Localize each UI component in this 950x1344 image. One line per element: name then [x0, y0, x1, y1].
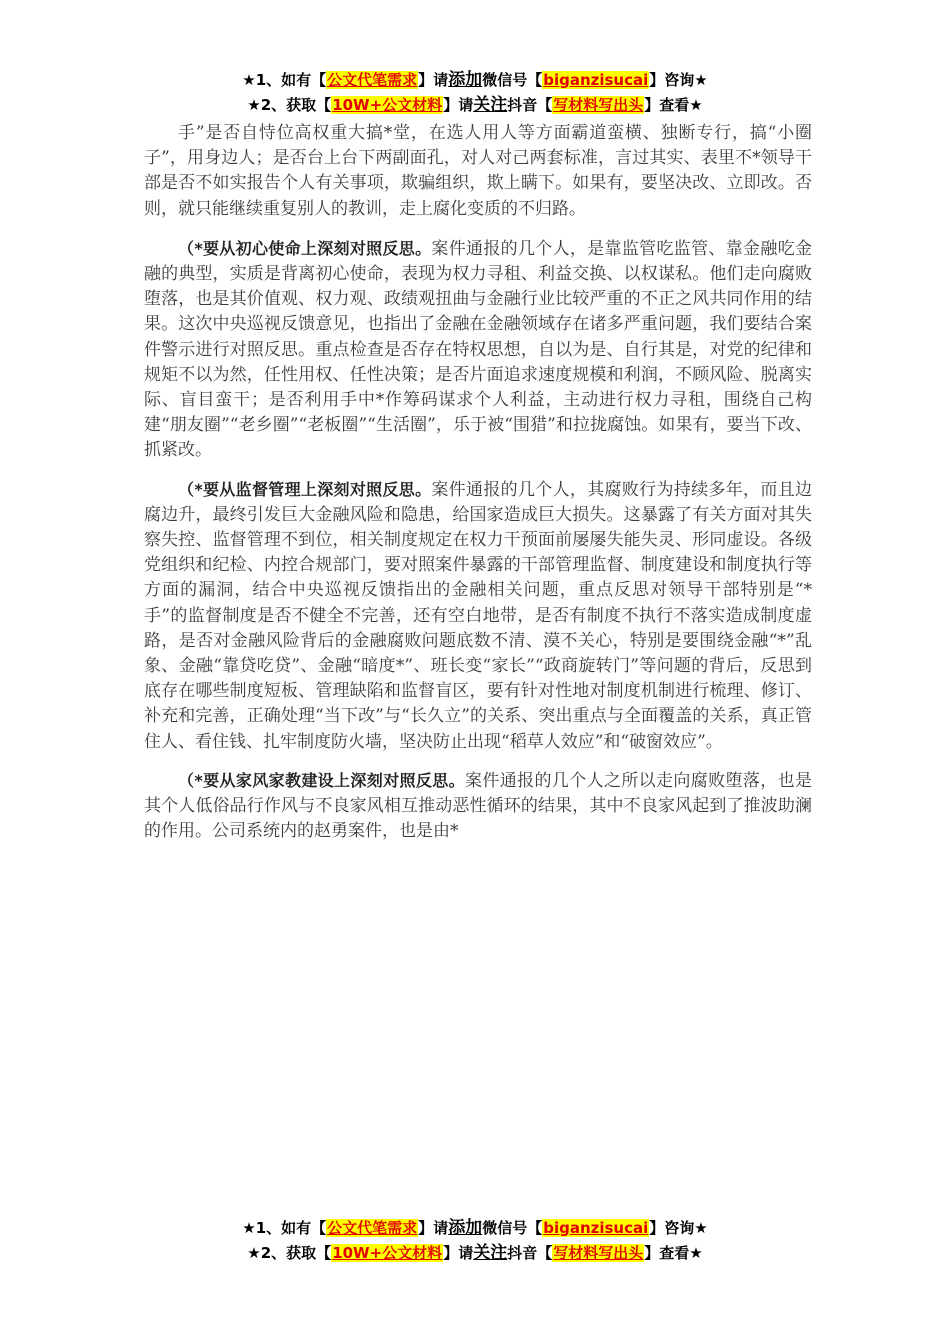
- banner-text: 】请: [443, 1244, 474, 1262]
- top-banner: [0, 68, 950, 118]
- highlight-wechat-id: biganzisucai: [543, 1219, 649, 1237]
- paragraph-text: 案件通报的几个人，其腐败行为持续多年，而且边腐边升，最终引发巨大金融风险和隐患，给国家造成巨大损失。这暴露了有关方面对其失察失控、监督管理不到位，相关制度规定在权力干预面前屡屡失能失灵、形同虚设。各级党组织和纪检、内控合规部门，要对照案件暴露的干部管理监督、制度建设和制度执行等方面的漏洞，结合中央巡视反馈指出的金融相关问题，重点反思对领导干部特别是“*手”的监督制度是否不健全不完善，还有空白地带，是否有制度不执行不落实造成制度虚路，是否对金融风险背后的金融腐败问题底数不清、漠不关心，特别是要围绕金融“*”乱象、金融“靠贷吃贷”、金融“暗度*”、班长变“家长”“政商旋转门”等问题的背后，反思到底存在哪些制度短板、管理缺陷和监督盲区，要有针对性地对制度机制进行梳理、修订、补充和完善，正确处理“当下改”与“长久立”的关系、突出重点与全面覆盖的关系，真正管住人、看住钱、扎牢制度防火墙，坚决防止出现“稻草人效应”和“破窗效应”。: [144, 479, 813, 752]
- banner-text: 】查看★: [644, 96, 703, 114]
- paragraph-text: 手”是否自恃位高权重大搞*堂，在选人用人等方面霸道蛮横、独断专行，搞“小圈子”，用身边人；是否台上台下两副面孔，对人对己两套标准，言过其实、表里不*领导干部是否不如实报告个人有关事项，欺骗组织，欺上瞒下。如果有，要坚决改、立即改。否则，就只能继续重复别人的教训，走上腐化变质的不归路。: [144, 123, 812, 219]
- emphasis-word: 添加: [448, 70, 483, 90]
- highlight-wechat-id: biganzisucai: [543, 71, 649, 89]
- highlight-service: 公文代笔需求: [327, 1219, 418, 1237]
- emphasis-word: 关注: [473, 95, 508, 115]
- highlight-douyin: 写材料写出头: [553, 1244, 644, 1262]
- paragraph-text: 案件通报的几个人，是靠监管吃监管、靠金融吃金融的典型，实质是背离初心使命，表现为权力寻租、利益交换、以权谋私。他们走向腐败堕落，也是其价值观、权力观、政绩观扭曲与金融行业比较严重的不正之风共同作用的结果。这次中央巡视反馈意见，也指出了金融在金融领域存在诸多严重问题，我们要结合案件警示进行对照反思。重点检查是否存在特权思想，自以为是、自行其是，对党的纪律和规矩不以为然，任性用权、任性决策；是否片面追求速度规模和利润，不顾风险、脱离实际、盲目蛮干；是否利用手中*作筹码谋求个人利益，主动进行权力寻租，围绕自己构建“朋友圈”“老乡圈”“老板圈”“生活圈”，乐于被“围猎”和拉拢腐蚀。如果有，要当下改、抓紧改。: [144, 238, 813, 461]
- banner-text: 】请: [418, 1219, 449, 1237]
- banner-text: ★2、获取【: [247, 96, 332, 114]
- banner-text: 】请: [443, 96, 474, 114]
- banner-text: 】咨询★: [649, 71, 708, 89]
- banner-text: 抖音【: [507, 1244, 553, 1262]
- paragraph-4: [144, 768, 812, 845]
- banner-line-2: [0, 1241, 950, 1266]
- highlight-douyin: 写材料写出头: [553, 96, 644, 114]
- banner-text: 微信号【: [482, 71, 543, 89]
- banner-line-2: [0, 93, 950, 118]
- banner-text: ★2、获取【: [247, 1244, 332, 1262]
- paragraph-lead: （*要从家风家教建设上深刻对照反思。: [178, 770, 465, 790]
- highlight-materials: 10W+公文材料: [332, 96, 443, 114]
- document-body: [144, 120, 812, 857]
- emphasis-word: 添加: [448, 1218, 483, 1238]
- highlight-service: 公文代笔需求: [327, 71, 418, 89]
- paragraph-lead: （*要从初心使命上深刻对照反思。: [178, 238, 432, 258]
- banner-text: ★1、如有【: [242, 71, 327, 89]
- highlight-materials: 10W+公文材料: [332, 1244, 443, 1262]
- paragraph-3: [144, 477, 812, 755]
- banner-text: 微信号【: [482, 1219, 543, 1237]
- banner-line-1: [0, 68, 950, 93]
- banner-text: ★1、如有【: [242, 1219, 327, 1237]
- emphasis-word: 关注: [473, 1243, 508, 1263]
- banner-text: 】请: [418, 71, 449, 89]
- paragraph-1: [144, 120, 812, 222]
- banner-line-1: [0, 1216, 950, 1241]
- paragraph-lead: （*要从监督管理上深刻对照反思。: [178, 479, 432, 499]
- bottom-banner: [0, 1216, 950, 1266]
- banner-text: 抖音【: [507, 96, 553, 114]
- banner-text: 】查看★: [644, 1244, 703, 1262]
- banner-text: 】咨询★: [649, 1219, 708, 1237]
- paragraph-text: 案件通报的几个人之所以走向腐败堕落，也是其个人低俗品行作风与不良家风相互推动恶性循环的结果，其中不良家风起到了推波助澜的作用。公司系统内的赵勇案件，也是由*: [144, 770, 812, 842]
- paragraph-2: [144, 236, 812, 464]
